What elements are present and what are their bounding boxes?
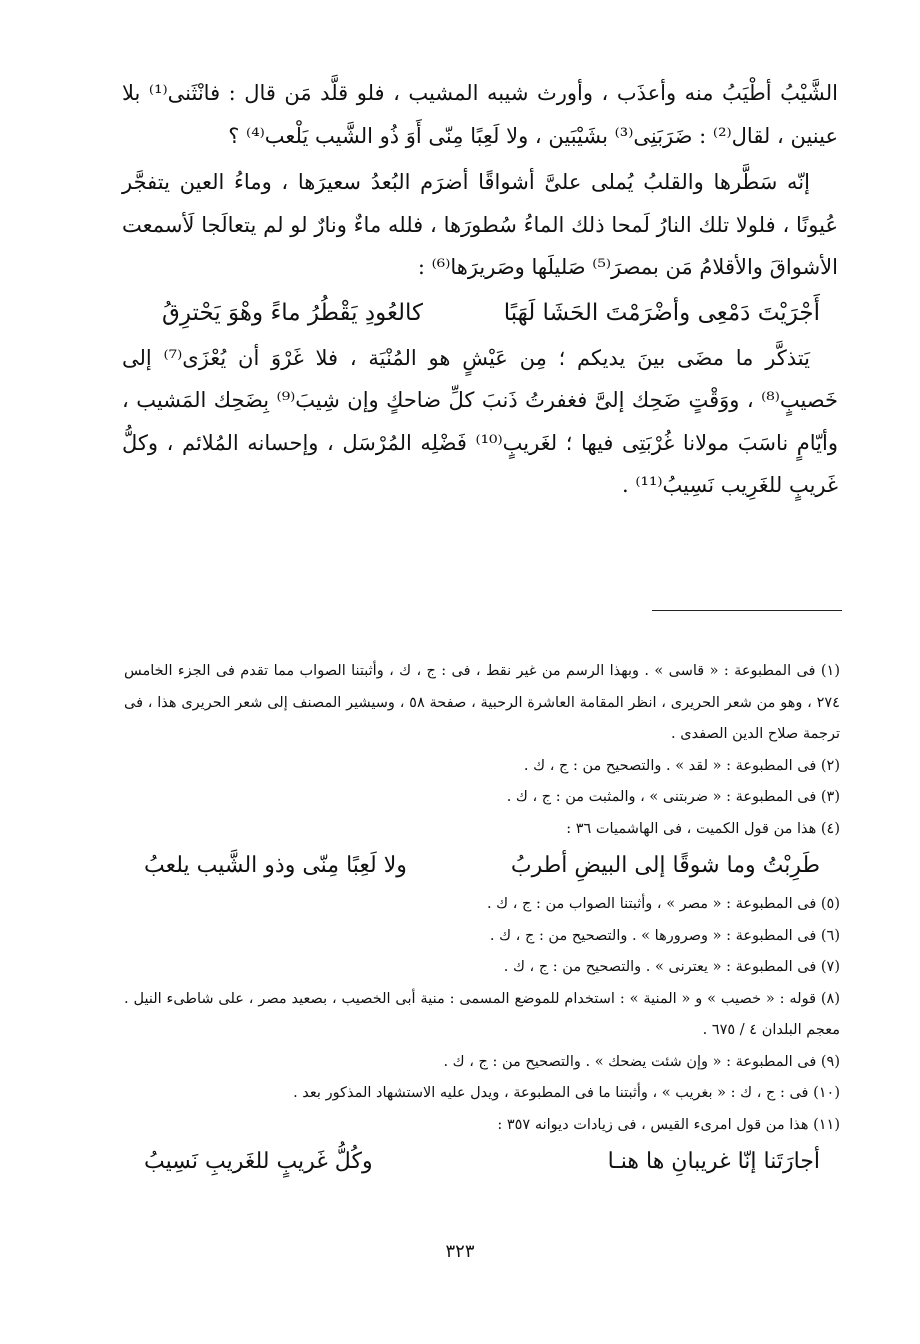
poem-verse [122,291,838,335]
verse-first-hemistich: أَجْرَيْتَ دَمْعِى وأضْرَمْتَ الحَشَا لَهَبًا [503,299,820,326]
verse-second-hemistich: وكُلُّ غَريبٍ للغَريبِ نَسِيبُ [144,1149,373,1174]
paragraph-1: الشَّيْبُ أطْيَبُ منه وأعذَب ، وأورث شيبه المشيب ، فلو قلَّد مَن قال : فانْثَنى⁽¹⁾ بلا عينين ، لقال⁽²⁾ : ضَرَبَنِى⁽³⁾ بشَيْبَين ، ولا لَعِبًا مِنّى أَوَ ذُو الشَّيب يَلْعب⁽⁴⁾ ؟ [122,81,838,148]
footnote-4-verse [124,845,840,887]
footnote-1: (١) فى المطبوعة : « قاسى » . وبهذا الرسم من غير نقط ، فى : ج ، ك ، وأثبتنا الصواب مما تقدم فى الجزء الخامس ٢٧٤ ، وهو من شعر الحريرى ، انظر المقامة العاشرة الرحبية ، صفحة ٥٨ ، وسيشير المصنف إلى شعر الحريرى هذا ، فى ترجمة صلاح الدين الصفدى . [124,663,840,742]
footnotes [124,656,840,1185]
footnote-7: (٧) فى المطبوعة : « يعترنى » . والتصحيح من : ج ، ك . [503,959,840,975]
verse-first-hemistich: أجارَتَنا إنّا غريبانِ ها هنـا [607,1149,820,1174]
main-text [122,72,838,507]
verse-second-hemistich: ولا لَعِبًا مِنّى وذو الشَّيب يلعبُ [144,853,407,878]
paragraph-2: إنّه سَطَّرها والقلبُ يُملى علىَّ أشواقًا أضرَم البُعدُ سعيرَها ، وماءُ العين يتفجَّر عُيونًا ، فلولا تلك النارُ لَمحا ذلك الماءُ سُطورَها ، فلله ماءٌ ونارٌ لو لم يتعالَجا لَأسمعت الأشواقَ والأقلامُ مَن بمصرَ⁽⁵⁾ صَليلَها وصَريرَها⁽⁶⁾ : [122,170,838,279]
page-number: ٣٢٣ [445,1241,475,1262]
verse-first-hemistich: طَرِبْتُ وما شوقًا إلى البيضِ أطربُ [510,853,820,878]
footnote-8: (٨) قوله : « خصيب » و « المنية » : استخدام للموضع المسمى : منية أبى الخصيب ، بصعيد مصر ، على شاطىء النيل . معجم البلدان ٤ / ٦٧٥ . [124,990,840,1038]
paragraph-3: يَتذكَّر ما مضَى بينَ يديكم ؛ مِن عَيْشٍ هو المُنْيَة ، فلا غَرْوَ أن يُعْزَى⁽⁷⁾ إلى خَصيبٍ⁽⁸⁾ ، ووَقْتٍ ضَحِك إلىَّ فغفرتُ ذَنبَ كلِّ ضاحكٍ وإن شِيبَ⁽⁹⁾ بِضَحِك المَشيب ، وأيّامٍ ناسَبَ مولانا غُرْبَتِى فيها ؛ لغَريبٍ⁽¹⁰⁾ فَضْلِه المُرْسَل ، وإحسانه المُلائم ، وكلُّ غَريبٍ للغَرِيب نَسِيبُ⁽¹¹⁾ . [122,345,839,497]
footnote-3: (٣) فى المطبوعة : « ضربتنى » ، والمثبت من : ج ، ك . [506,789,840,805]
footnote-2: (٢) فى المطبوعة : « لقد » . والتصحيح من : ج ، ك . [523,757,840,774]
footnote-10: (١٠) فى : ج ، ك : « بغريب » ، وأثبتنا ما فى المطبوعة ، ويدل عليه الاستشهاد المذكور بعد . [293,1085,840,1101]
footnote-divider [652,610,842,611]
footnote-11: (١١) هذا من قول امرىء القيس ، فى زيادات ديوانه ٣٥٧ : [497,1116,840,1133]
footnote-6: (٦) فى المطبوعة : « وصرورها » . والتصحيح من : ج ، ك . [489,927,840,944]
verse-second-hemistich: كالعُودِ يَقْطُرُ ماءً وهْوَ يَحْترِقُ [162,299,424,326]
footnote-11-verse [124,1141,840,1183]
footnote-5: (٥) فى المطبوعة : « مصر » ، وأثبتنا الصواب من : ج ، ك . [486,896,840,912]
footnote-9: (٩) فى المطبوعة : « وإن شئت يضحك » . والتصحيح من : ج ، ك . [443,1053,840,1070]
footnote-4: (٤) هذا من قول الكميت ، فى الهاشميات ٣٦ : [566,820,840,837]
